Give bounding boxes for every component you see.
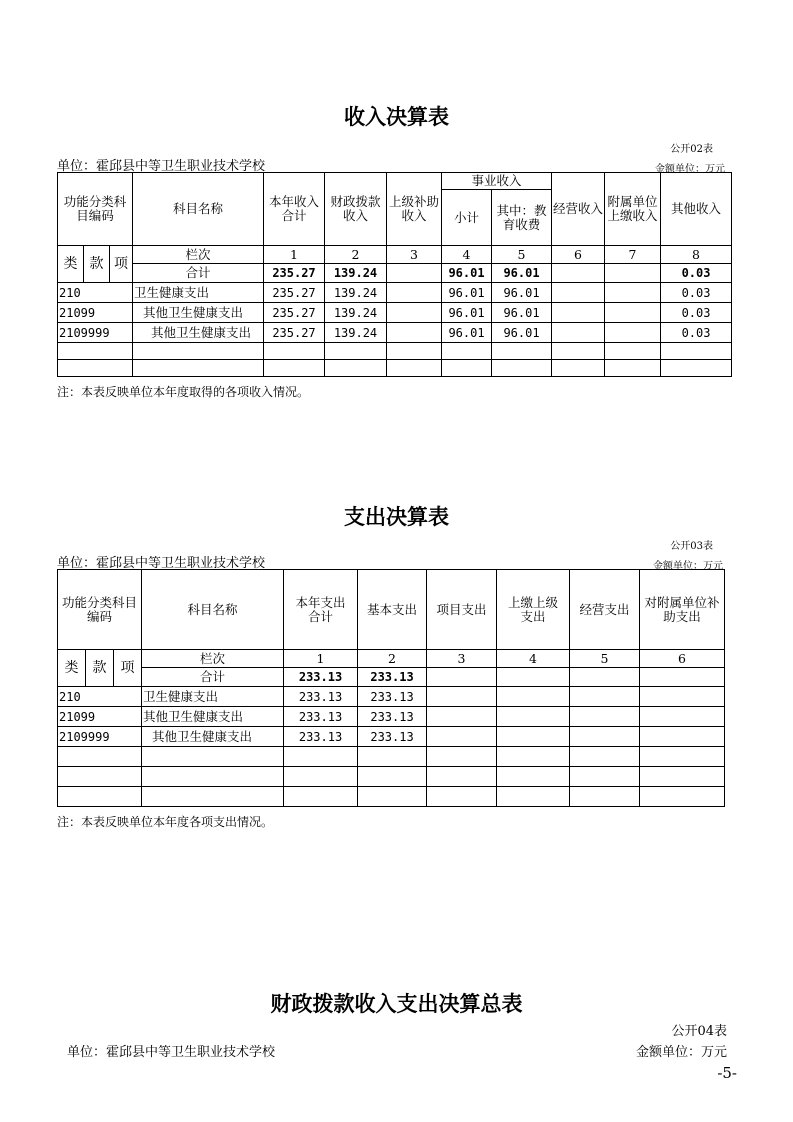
- expense-table-code: 公开03表: [670, 541, 713, 552]
- kuan-header: 款: [84, 246, 110, 283]
- col-num: 7: [605, 246, 661, 264]
- row-code: 21099: [58, 303, 133, 323]
- expense-note: 注：本表反映单位本年度各项支出情况。: [57, 815, 274, 829]
- total-value: 96.01: [442, 264, 492, 283]
- table-row: [58, 283, 732, 303]
- row-value: 233.13: [284, 707, 358, 727]
- total-value: [605, 264, 661, 283]
- col-num: 4: [442, 246, 492, 264]
- col-num: 1: [264, 246, 325, 264]
- row-value: [552, 323, 605, 343]
- total-value: [387, 264, 442, 283]
- row-value: 96.01: [442, 303, 492, 323]
- remit-expense-header: 上缴上级支出: [497, 570, 570, 650]
- total-value: 233.13: [284, 668, 358, 687]
- empty-row: [58, 360, 732, 377]
- row-value: 0.03: [661, 303, 732, 323]
- row-code: 210: [58, 687, 142, 707]
- xiang-header: 项: [114, 650, 142, 687]
- row-value: 235.27: [264, 283, 325, 303]
- basic-expense-header: 基本支出: [358, 570, 427, 650]
- row-value: 233.13: [358, 707, 427, 727]
- table-row: [58, 303, 732, 323]
- total-income-header: 本年收入合计: [264, 173, 325, 246]
- operating-income-header: 经营收入: [552, 173, 605, 246]
- row-value: [497, 707, 570, 727]
- row-name: 其他卫生健康支出: [142, 727, 284, 747]
- subsidy-income-header: 上级补助收入: [387, 173, 442, 246]
- affiliated-subsidy-header: 对附属单位补助支出: [640, 570, 725, 650]
- row-code: 2109999: [58, 727, 142, 747]
- row-value: [387, 323, 442, 343]
- col-num: 3: [427, 650, 497, 668]
- total-value: [570, 668, 640, 687]
- row-value: 0.03: [661, 283, 732, 303]
- row-value: [387, 283, 442, 303]
- empty-row: [58, 747, 725, 767]
- row-code: 21099: [58, 707, 142, 727]
- expense-amount-unit: 金额单位：万元: [653, 561, 723, 572]
- total-row: [58, 264, 732, 283]
- row-value: 139.24: [325, 303, 387, 323]
- row-name: 其他卫生健康支出: [142, 707, 284, 727]
- row-value: [552, 283, 605, 303]
- col-num: 1: [284, 650, 358, 668]
- business-income-header: 事业收入: [442, 173, 552, 190]
- lei-header: 类: [58, 246, 84, 283]
- row-value: [427, 727, 497, 747]
- row-value: 96.01: [442, 283, 492, 303]
- row-name: 卫生健康支出: [142, 687, 284, 707]
- income-amount-unit: 金额单位：万元: [655, 164, 725, 175]
- income-table: [57, 172, 732, 377]
- table-row: [58, 727, 725, 747]
- kuan-header: 款: [86, 650, 114, 687]
- expense-org: 单位：霍邱县中等卫生职业技术学校: [57, 556, 266, 571]
- row-value: [570, 707, 640, 727]
- row-value: [497, 687, 570, 707]
- func-code-header: 功能分类科目编码: [58, 570, 142, 650]
- expense-title: 支出决算表: [344, 505, 449, 529]
- row-value: 96.01: [442, 323, 492, 343]
- row-value: 233.13: [358, 727, 427, 747]
- row-value: [605, 323, 661, 343]
- project-expense-header: 项目支出: [427, 570, 497, 650]
- col-num: 3: [387, 246, 442, 264]
- total-value: [552, 264, 605, 283]
- row-value: 139.24: [325, 283, 387, 303]
- col-num: 5: [492, 246, 552, 264]
- row-name: 其他卫生健康支出: [133, 303, 264, 323]
- row-value: [605, 283, 661, 303]
- func-code-header: 功能分类科目编码: [58, 173, 133, 246]
- income-table-code: 公开02表: [670, 144, 713, 155]
- row-value: 233.13: [284, 687, 358, 707]
- summary-amount-unit: 金额单位：万元: [635, 1045, 727, 1060]
- total-value: 96.01: [492, 264, 552, 283]
- total-value: [497, 668, 570, 687]
- total-expense-header: 本年支出合计: [284, 570, 358, 650]
- col-num: 4: [497, 650, 570, 668]
- row-value: 233.13: [284, 727, 358, 747]
- row-value: [640, 727, 725, 747]
- page-number: -5-: [717, 1064, 737, 1082]
- business-edu-fee-header: 其中：教育收费: [492, 190, 552, 246]
- business-subtotal-header: 小计: [442, 190, 492, 246]
- expense-table: [57, 569, 725, 807]
- row-value: [570, 687, 640, 707]
- row-value: [427, 707, 497, 727]
- col-num: 5: [570, 650, 640, 668]
- row-name: 其他卫生健康支出: [133, 323, 264, 343]
- fiscal-income-header: 财政拨款收入: [325, 173, 387, 246]
- other-income-header: 其他收入: [661, 173, 732, 246]
- total-value: 0.03: [661, 264, 732, 283]
- total-row: [58, 668, 725, 687]
- table-row: [58, 707, 725, 727]
- subject-header: 科目名称: [142, 570, 284, 650]
- row-code: 2109999: [58, 323, 133, 343]
- summary-table-code: 公开04表: [671, 1024, 727, 1039]
- xiang-header: 项: [110, 246, 133, 283]
- total-value: 233.13: [358, 668, 427, 687]
- row-value: 96.01: [492, 303, 552, 323]
- empty-row: [58, 767, 725, 787]
- row-code: 210: [58, 283, 133, 303]
- empty-row: [58, 787, 725, 807]
- row-value: [427, 687, 497, 707]
- row-value: 235.27: [264, 303, 325, 323]
- row-value: 96.01: [492, 323, 552, 343]
- row-value: 0.03: [661, 323, 732, 343]
- row-value: [640, 707, 725, 727]
- col-label: 栏次: [142, 650, 284, 668]
- empty-row: [58, 343, 732, 360]
- col-num: 6: [640, 650, 725, 668]
- total-label: 合计: [133, 264, 264, 283]
- subject-header: 科目名称: [133, 173, 264, 246]
- row-value: 235.27: [264, 323, 325, 343]
- lei-header: 类: [58, 650, 86, 687]
- income-title: 收入决算表: [344, 105, 449, 129]
- row-value: 96.01: [492, 283, 552, 303]
- affiliated-income-header: 附属单位上缴收入: [605, 173, 661, 246]
- income-org: 单位：霍邱县中等卫生职业技术学校: [57, 159, 266, 174]
- summary-title: 财政拨款收入支出决算总表: [270, 992, 523, 1016]
- total-value: 139.24: [325, 264, 387, 283]
- total-value: 235.27: [264, 264, 325, 283]
- col-num: 8: [661, 246, 732, 264]
- row-value: [605, 303, 661, 323]
- col-num: 2: [325, 246, 387, 264]
- total-value: [427, 668, 497, 687]
- table-row: [58, 687, 725, 707]
- summary-org: 单位：霍邱县中等卫生职业技术学校: [67, 1045, 276, 1060]
- col-num: 6: [552, 246, 605, 264]
- row-value: 139.24: [325, 323, 387, 343]
- table-row: [58, 323, 732, 343]
- total-value: [640, 668, 725, 687]
- col-label: 栏次: [133, 246, 264, 264]
- row-value: [552, 303, 605, 323]
- row-value: [640, 687, 725, 707]
- row-value: 233.13: [358, 687, 427, 707]
- row-value: [570, 727, 640, 747]
- row-value: [497, 727, 570, 747]
- col-num: 2: [358, 650, 427, 668]
- total-label: 合计: [142, 668, 284, 687]
- row-name: 卫生健康支出: [133, 283, 264, 303]
- operating-expense-header: 经营支出: [570, 570, 640, 650]
- row-value: [387, 303, 442, 323]
- income-note: 注：本表反映单位本年度取得的各项收入情况。: [57, 385, 310, 399]
